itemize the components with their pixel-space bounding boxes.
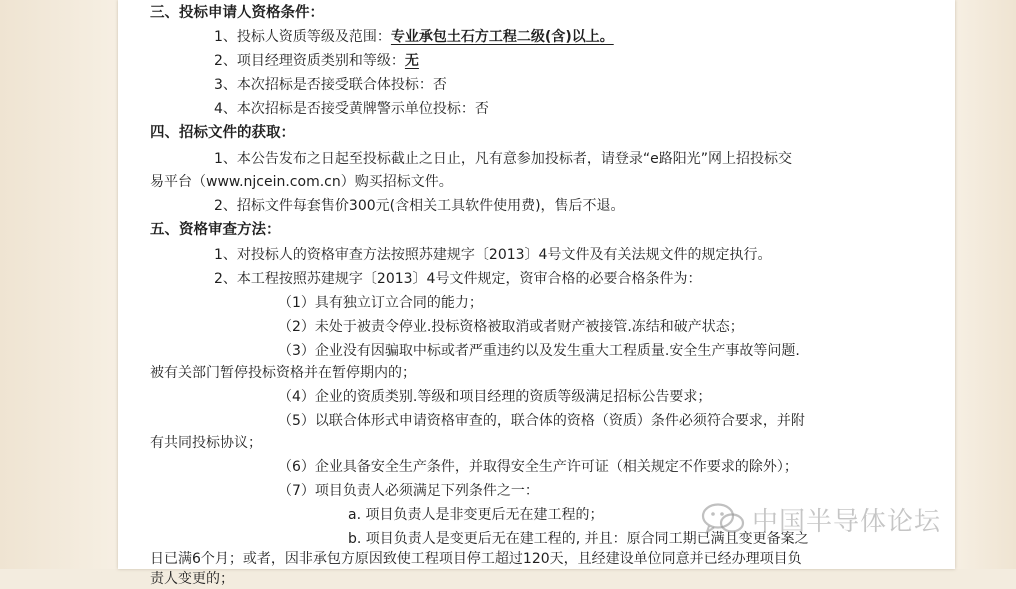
document-page <box>118 0 955 587</box>
wechat-icon <box>700 502 746 536</box>
page-margin-right <box>955 0 1016 569</box>
page-margin-left <box>0 0 118 569</box>
condition-7-b-line-3: 责人变更的； <box>150 571 234 587</box>
condition-5-line-2: 有共同投标协议； <box>150 435 262 451</box>
consortium-line: 3、本次招标是否接受联合体投标：否 <box>214 77 447 93</box>
section-4-item-1-line-2: 易平台（www.njcein.com.cn）购买招标文件。 <box>150 174 453 190</box>
section-5-item-1: 1、对投标人的资格审查方法按照苏建规字〔2013〕4号文件及有关法规文件的规定执行。 <box>214 247 772 263</box>
qualification-scope-label: 1、投标人资质等级及范围： <box>214 29 391 45</box>
condition-7-a: a. 项目负责人是非变更后无在建工程的； <box>348 507 604 523</box>
condition-3-line-1: （3）企业没有因骗取中标或者严重违约以及发生重大工程质量.安全生产事故等问题. <box>278 343 800 359</box>
section-4-title: 四、招标文件的获取： <box>150 125 295 141</box>
condition-2: （2）未处于被责令停业.投标资格被取消或者财产被接管.冻结和破产状态； <box>278 319 744 335</box>
manager-qualification-label: 2、项目经理资质类别和等级： <box>214 53 405 69</box>
section-4-item-2: 2、招标文件每套售价300元(含相关工具软件使用费)，售后不退。 <box>214 198 625 214</box>
manager-qualification-line <box>214 51 419 71</box>
qualification-scope-line <box>214 27 614 47</box>
condition-4: （4）企业的资质类别.等级和项目经理的资质等级满足招标公告要求； <box>278 389 712 405</box>
qualification-scope-value: 专业承包土石方工程二级(含)以上。 <box>390 29 614 45</box>
watermark <box>700 502 941 536</box>
condition-7-b-line-1: b. 项目负责人是变更后无在建工程的, 并且：原合同工期已满且变更备案之 <box>348 531 809 547</box>
section-5-title: 五、资格审查方法： <box>150 222 281 238</box>
section-4-item-1-line-1: 1、本公告发布之日起至投标截止之日止，凡有意参加投标者，请登录“e路阳光”网上招投标交 <box>214 151 793 167</box>
condition-7: （7）项目负责人必须满足下列条件之一： <box>278 483 539 499</box>
condition-7-b-line-2: 日已满6个月；或者，因非承包方原因致使工程项目停工超过120天，且经建设单位同意并已经办理项目负 <box>150 551 802 567</box>
condition-3-line-2: 被有关部门暂停投标资格并在暂停期内的； <box>150 365 416 381</box>
watermark-text: 中国半导体论坛 <box>752 506 942 537</box>
condition-6: （6）企业具备安全生产条件，并取得安全生产许可证（相关规定不作要求的除外）； <box>278 459 798 475</box>
yellow-card-line: 4、本次招标是否接受黄牌警示单位投标：否 <box>214 101 489 117</box>
condition-1: （1）具有独立订立合同的能力； <box>278 295 483 311</box>
section-3-title: 三、投标申请人资格条件： <box>150 5 324 21</box>
manager-qualification-value: 无 <box>404 53 419 69</box>
condition-5-line-1: （5）以联合体形式申请资格审查的，联合体的资格（资质）条件必须符合要求，并附 <box>278 413 805 429</box>
section-5-item-2: 2、本工程按照苏建规字〔2013〕4号文件规定，资审合格的必要合格条件为： <box>214 271 702 287</box>
